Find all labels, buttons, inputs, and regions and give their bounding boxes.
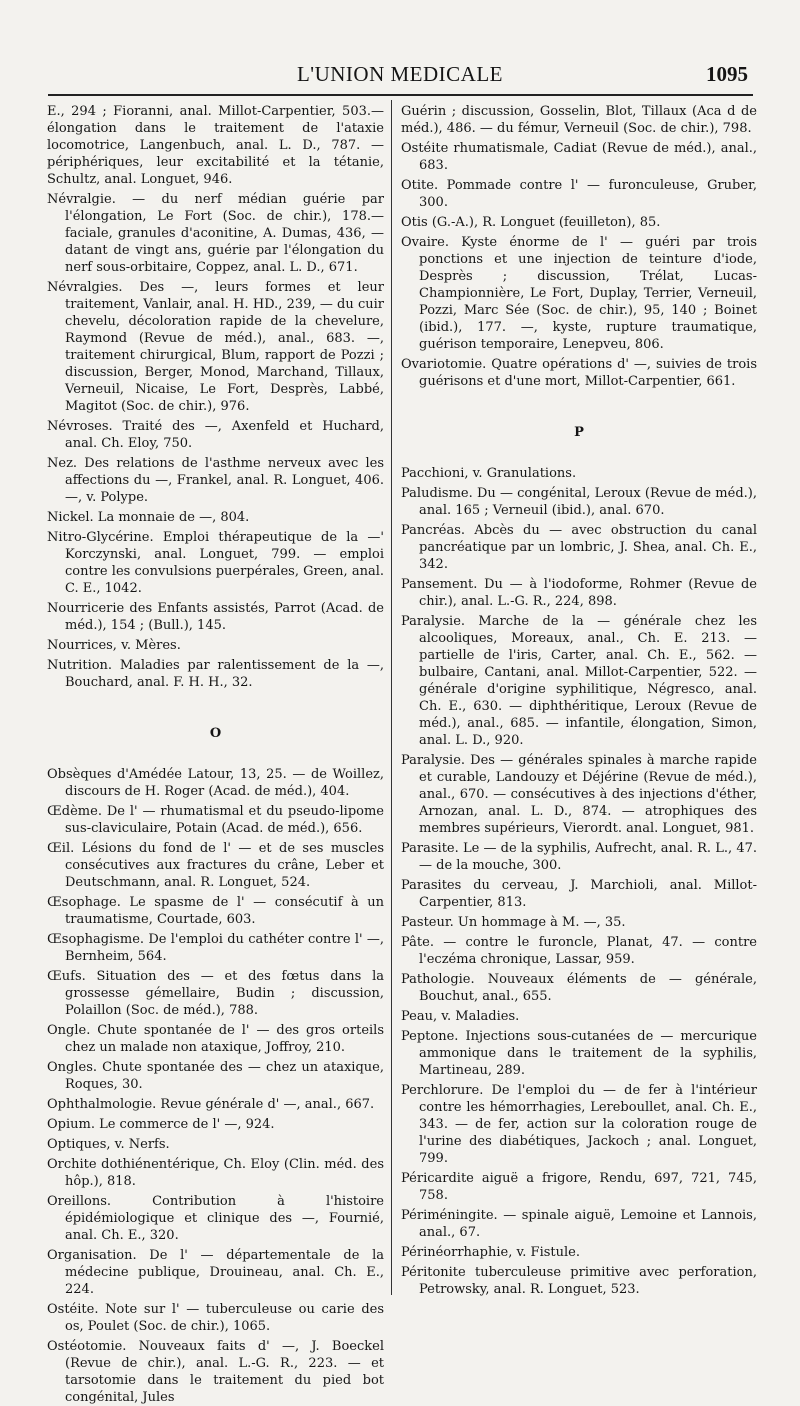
index-entry: Parasite. Le — de la syphilis, Aufrecht, anal. R. L., 47. — de la mouche, 300. [401,841,757,873]
index-entry: Peptone. Injections sous-cutanées de — mercurique ammonique dans le traitement de la syphilis, Martineau, 289. [401,1029,757,1078]
index-entry: Œil. Lésions du fond de l' — et de ses muscles consécutives aux fractures du crâne, Leber et Deutschmann, anal. R. Longuet, 524. [47,841,384,890]
index-entry: Œsophage. Le spasme de l' — consécutif à un traumatisme, Courtade, 603. [47,895,384,927]
index-entry: Pancréas. Abcès du — avec obstruction du canal pancréatique par un lombric, J. Shea, anal. Ch. E., 342. [401,523,757,572]
index-entry: Œsophagisme. De l'emploi du cathéter contre l' —, Bernheim, 564. [47,932,384,964]
right-column [401,103,757,1303]
index-entry: Nickel. La monnaie de —, 804. [47,510,250,525]
index-entry: Ongle. Chute spontanée de l' — des gros orteils chez un malade non ataxique, Joffroy, 210. [47,1023,384,1055]
index-entry: Péritonite tuberculeuse primitive avec perforation, Petrowsky, anal. R. Longuet, 523. [401,1265,757,1297]
index-entry: Ostéotomie. Nouveaux faits d' —, J. Boeckel (Revue de chir.), anal. L.-G. R., 223. — et tarsotomie dans le traitement du pied bot congénital, Jules [47,1339,384,1405]
index-entry: Ovariotomie. Quatre opérations d' —, suivies de trois guérisons et d'une mort, Millot-Carpentier, 661. [401,357,757,389]
index-entry: Oreillons. Contribution à l'histoire épidémiologique et clinique des —, Fournié, anal. Ch. E., 320. [47,1194,384,1243]
index-entry: Ostéite rhumatismale, Cadiat (Revue de méd.), anal., 683. [401,141,757,173]
header-rule [48,94,753,96]
index-entry: Ovaire. Kyste énorme de l' — guéri par trois ponctions et une injection de teinture d'iode, Desprès ; discussion, Trélat, Lucas-Championnière, Le Fort, Duplay, Terrier, Verneuil, Pozzi, Marc Sée (Soc. de chir.), 95, 140 ; Boinet (ibid.), 177. —, kyste, rupture traumatique, guérison temporaire, Lenepveu, 806. [401,235,757,352]
index-entry: Névralgies. Des —, leurs formes et leur traitement, Vanlair, anal. H. HD., 239, — du cuir chevelu, décoloration rapide de la chevelure, Raymond (Revue de méd.), anal., 683. —, traitement chirurgical, Blum, rapport de Pozzi ; discussion, Berger, Monod, Marchand, Tillaux, Verneuil, Nicaise, Le Fort, Desprès, Labbé, Magitot (Soc. de chir.), 976. [47,280,384,414]
index-entry: Périméningite. — spinale aiguë, Lemoine et Lannois, anal., 67. [401,1208,757,1240]
column-divider [391,100,392,1295]
index-entry: Peau, v. Maladies. [401,1009,520,1024]
index-entry: Optiques, v. Nerfs. [47,1137,170,1152]
index-entry: Parasites du cerveau, J. Marchioli, anal. Millot-Carpentier, 813. [401,878,757,910]
index-entry: Pâte. — contre le furoncle, Planat, 47. — contre l'eczéma chronique, Lassar, 959. [401,935,757,967]
page-number: 1095 [706,62,748,86]
index-entry: Nutrition. Maladies par ralentissement de la —, Bouchard, anal. F. H. H., 32. [47,658,384,690]
index-entry: Nourricerie des Enfants assistés, Parrot (Acad. de méd.), 154 ; (Bull.), 145. [47,601,384,633]
index-entry: Ostéite. Note sur l' — tuberculeuse ou carie des os, Poulet (Soc. de chir.), 1065. [47,1302,384,1334]
index-entry: Nitro-Glycérine. Emploi thérapeutique de la —' Korczynski, anal. Longuet, 799. — emploi contre les convulsions puerpérales, Green, anal. C. E., 1042. [47,530,384,596]
index-entry: Péricardite aiguë a frigore, Rendu, 697, 721, 745, 758. [401,1171,757,1203]
index-entry: Nourrices, v. Mères. [47,638,181,653]
index-entry: Pathologie. Nouveaux éléments de — générale, Bouchut, anal., 655. [401,972,757,1004]
index-entry: Nez. Des relations de l'asthme nerveux avec les affections du —, Frankel, anal. R. Longuet, 406. —, v. Polype. [47,456,384,505]
index-entry: Orchite dothiénentérique, Ch. Eloy (Clin. méd. des hôp.), 818. [47,1157,384,1189]
index-entry: Paludisme. Du — congénital, Leroux (Revue de méd.), anal. 165 ; Verneuil (ibid.), anal. 670. [401,486,757,518]
index-entry: Otite. Pommade contre l' — furonculeuse, Gruber, 300. [401,178,757,210]
left-column [47,103,384,1405]
index-entry: Perchlorure. De l'emploi du — de fer à l'intérieur contre les hémorrhagies, Lereboullet, anal. Ch. E., 343. — de fer, action sur la coloration rouge de l'urine des diabétiques, Jackoch ; anal. Longuet, 799. [401,1083,757,1166]
index-entry: Ongles. Chute spontanée des — chez un ataxique, Roques, 30. [47,1060,384,1092]
index-entry: Pasteur. Un hommage à M. —, 35. [401,915,626,930]
index-entry: Pansement. Du — à l'iodoforme, Rohmer (Revue de chir.), anal. L.-G. R., 224, 898. [401,577,757,609]
index-entry: Paralysie. Des — générales spinales à marche rapide et curable, Landouzy et Déjérine (Revue de méd.), anal., 670. — consécutives à des injections d'éther, Arnozan, anal. L. D., 874. — atrophiques des membres supérieurs, Vierordt. anal. Longuet, 981. [401,753,757,836]
index-entry: Œufs. Situation des — et des fœtus dans la grossesse gémellaire, Budin ; discussion, Polaillon (Soc. de méd.), 788. [47,969,384,1018]
index-entry: Organisation. De l' — départementale de la médecine publique, Drouineau, anal. Ch. E., 224. [47,1248,384,1297]
index-entry: Opium. Le commerce de l' —, 924. [47,1117,275,1132]
section-letter-p: P [574,425,584,440]
index-entry: Obsèques d'Amédée Latour, 13, 25. — de Woillez, discours de H. Roger (Acad. de méd.), 404. [47,767,384,799]
page-header [48,58,752,88]
index-entry: Paralysie. Marche de la — générale chez les alcooliques, Moreaux, anal., Ch. E. 213. — partielle de l'iris, Carter, anal. Ch. E., 562. — bulbaire, Cantani, anal. Millot-Carpentier, 522. — générale d'origine syphilitique, Négresco, anal. Ch. E., 630. — diphthéritique, Leroux (Revue de méd.), anal., 685. — infantile, élongation, Simon, anal. L. D., 920. [401,614,757,748]
index-entry: E., 294 ; Fioranni, anal. Millot-Carpentier, 503.— élongation dans le traitement de l'ataxie locomotrice, Langenbuch, anal. L. D., 787. — périphériques, leur excitabilité et la tétanie, Schultz, anal. Longuet, 946. [47,104,384,187]
index-entry: Névroses. Traité des —, Axenfeld et Huchard, anal. Ch. Eloy, 750. [47,419,384,451]
index-entry: Otis (G.-A.), R. Longuet (feuilleton), 85. [401,215,661,230]
index-entry: Pacchioni, v. Granulations. [401,466,577,481]
index-entry: Ophthalmologie. Revue générale d' —, anal., 667. [47,1097,375,1112]
running-title: L'UNION MEDICALE [296,62,503,86]
index-entry: Périnéorrhaphie, v. Fistule. [401,1245,580,1260]
section-letter-o: O [209,726,222,741]
index-entry: Guérin ; discussion, Gosselin, Blot, Tillaux (Aca d de méd.), 486. — du fémur, Verneuil (Soc. de chir.), 798. [401,104,757,136]
index-entry: Œdème. De l' — rhumatismal et du pseudo-lipome sus-claviculaire, Potain (Acad. de méd.), 656. [47,804,384,836]
index-entry: Névralgie. — du nerf médian guérie par l'élongation, Le Fort (Soc. de chir.), 178.— faciale, granules d'aconitine, A. Dumas, 436, — datant de vingt ans, guérie par l'élongation du nerf sous-orbitaire, Coppez, anal. L. D., 671. [47,192,384,275]
